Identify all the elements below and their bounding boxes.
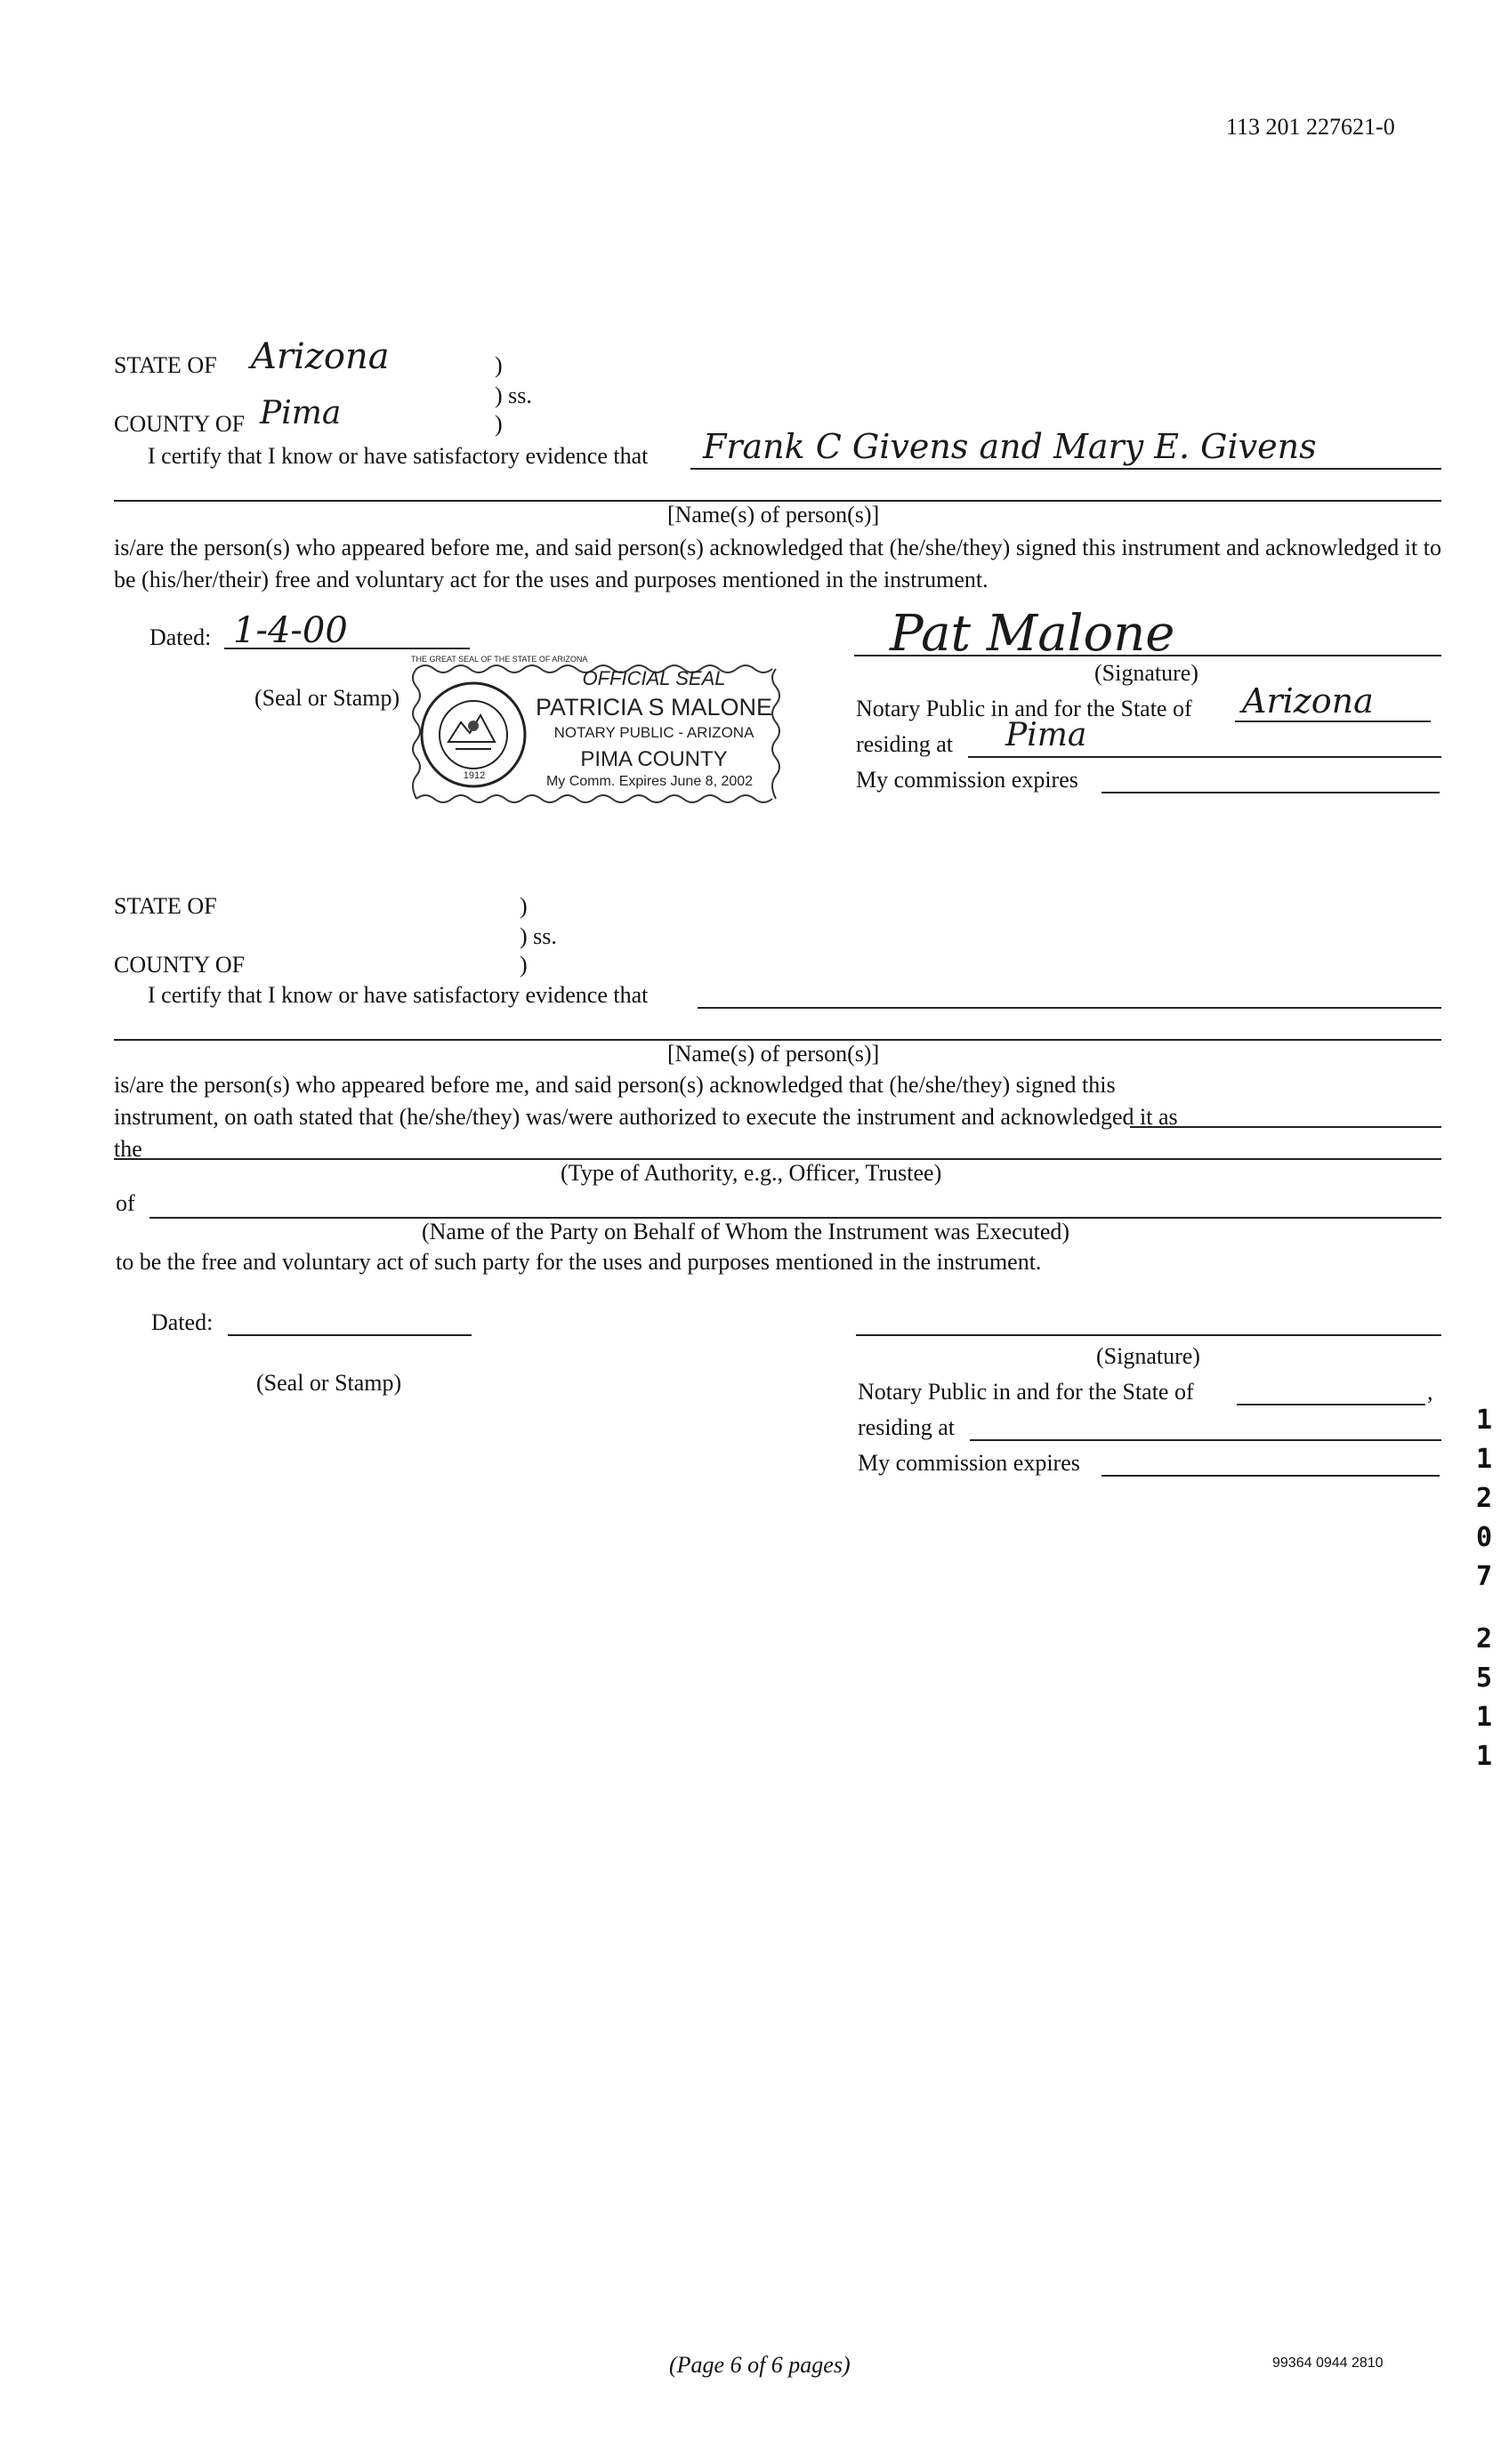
signature-caption: (Signature) (1096, 1343, 1200, 1369)
paren: ) (520, 893, 528, 919)
residing-handwritten: Pima (1005, 717, 1087, 753)
free-act-text: to be the free and voluntary act of such party for the uses and purposes mentioned in the instrument. (116, 1249, 1042, 1275)
page-number: (Page 6 of 6 pages) (669, 2352, 851, 2378)
names-line (690, 468, 1441, 470)
seal-line-3: NOTARY PUBLIC - ARIZONA (553, 724, 754, 741)
paren: ) (495, 411, 503, 437)
stamp-digit: 7 (1475, 1561, 1493, 1592)
paren: ) (520, 952, 528, 978)
residing-label: residing at (858, 1414, 956, 1440)
dated-label: Dated: (151, 1309, 214, 1335)
seal-or-stamp-label: (Seal or Stamp) (254, 685, 400, 711)
party-caption: (Name of the Party on Behalf of Whom the Instrument was Executed) (422, 1219, 1070, 1244)
stamp-digit: 5 (1475, 1663, 1493, 1694)
authority-caption: (Type of Authority, e.g., Officer, Trustee) (561, 1160, 942, 1186)
residing-line (968, 756, 1441, 758)
notary-state-line (1235, 721, 1431, 722)
commission-label: My commission expires (858, 1450, 1080, 1476)
names-caption: [Name(s) of person(s)] (667, 502, 880, 527)
county-label: COUNTY OF (114, 411, 246, 437)
signature-line (856, 1334, 1441, 1336)
ss-mark: ) ss. (495, 382, 532, 408)
paren: ) (495, 352, 503, 378)
of-label: of (116, 1190, 135, 1216)
acknowledgment-body: is/are the person(s) who appeared before me, and said person(s) acknowledged that (he/she/they) signed this instrument and acknowledged it to be (his/her/their) free and voluntary act for the uses and purposes mentioned in the instrument. (114, 535, 1441, 592)
residing-label: residing at (856, 731, 954, 757)
certify-handwritten-names: Frank C Givens and Mary E. Givens (703, 427, 1317, 466)
stamp-digit: 1 (1475, 1741, 1493, 1772)
commission-line (1101, 792, 1440, 793)
document-number: 113 201 227621-0 (1226, 114, 1395, 140)
notary-public-label: Notary Public in and for the State of (858, 1379, 1194, 1405)
ss-mark: ) ss. (520, 923, 557, 949)
notary-public-label: Notary Public in and for the State of (856, 696, 1192, 721)
names-caption: [Name(s) of person(s)] (667, 1041, 880, 1067)
authority-body: is/are the person(s) who appeared before me, and said person(s) acknowledged that (he/she/they) signed this instrument, on oath stated that (he/she/they) was/were authorized to execute the instrument and acknowledged it as the (114, 1072, 1178, 1162)
seal-notary-name: PATRICIA S MALONE (535, 694, 773, 721)
recording-number-stamp (1466, 1401, 1502, 1776)
state-handwritten-value: Arizona (251, 336, 390, 377)
signature-caption: (Signature) (1094, 660, 1198, 686)
notary-comma: , (1427, 1379, 1433, 1405)
state-label: STATE OF (114, 893, 217, 919)
county-handwritten-value: Pima (260, 395, 342, 431)
residing-line (970, 1439, 1441, 1441)
signature-line (854, 655, 1441, 656)
stamp-digit: 2 (1475, 1623, 1493, 1655)
seal-line-4: PIMA COUNTY (580, 747, 728, 771)
certify-text: I certify that I know or have satisfactory evidence that (148, 982, 649, 1008)
dated-line (228, 1334, 472, 1336)
dated-line (224, 648, 470, 649)
commission-label: My commission expires (856, 767, 1078, 793)
stamp-digit: 1 (1475, 1444, 1493, 1475)
footer-code: 99364 0944 2810 (1272, 2355, 1384, 2371)
seal-or-stamp-label: (Seal or Stamp) (256, 1370, 402, 1396)
seal-line-1: OFFICIAL SEAL (582, 667, 726, 689)
emblem-text: THE GREAT SEAL OF THE STATE OF ARIZONA (411, 655, 588, 664)
stamp-digit: 2 (1475, 1483, 1493, 1514)
authority-inline-line (1130, 1126, 1441, 1128)
stamp-digit: 1 (1475, 1405, 1493, 1436)
state-label: STATE OF (114, 352, 217, 378)
dated-handwritten-value: 1-4-00 (233, 610, 348, 651)
notary-signature: Pat Malone (890, 605, 1175, 663)
stamp-digit: 1 (1475, 1702, 1493, 1733)
seal-commission-line: My Comm. Expires June 8, 2002 (545, 774, 754, 789)
stamp-digit: 0 (1475, 1522, 1493, 1553)
names-line (698, 1007, 1441, 1009)
county-label: COUNTY OF (114, 952, 246, 978)
certify-text: I certify that I know or have satisfactory evidence that (148, 443, 649, 469)
notary-seal (411, 655, 783, 804)
emblem-year: 1912 (463, 770, 486, 781)
commission-line (1101, 1475, 1440, 1477)
dated-label: Dated: (149, 624, 212, 650)
notary-state-line (1237, 1404, 1425, 1405)
notary-state-handwritten: Arizona (1242, 681, 1374, 721)
